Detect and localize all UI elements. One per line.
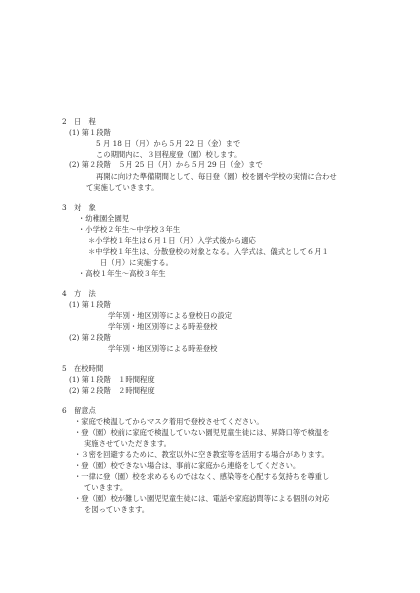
section-3-bullet-high-school: ・高校１年生～高校３年生: [78, 269, 166, 278]
section-6-note-individual-support: ・登（園）校が難しい園児児童生徒には、電話や家庭訪問等による個別の対応: [74, 494, 330, 503]
section-2-phase2-detail-cont: て実施していきます。: [86, 183, 159, 192]
section-2-phase1-title: (1) 第１段階: [69, 128, 111, 137]
section-6-note-individual-support-cont: を図っていきます。: [84, 505, 150, 514]
section-3-note-junior-high-cont: 日（月）に実施する。: [100, 258, 173, 267]
section-6-note-absence: ・登（園）校できない場合は、事前に家庭から連絡をしてください。: [74, 461, 301, 470]
section-3-bullet-kindergarten: ・幼稚園全園児: [78, 214, 130, 223]
section-4-phase1-method1: 学年別・地区別等による登校日の設定: [108, 311, 233, 320]
section-4-phase1-title: (1) 第１段階: [69, 300, 111, 309]
section-4-heading: 4 方 法: [62, 289, 96, 298]
section-5-heading: 5 在校時間: [62, 364, 104, 373]
section-4-phase1-method2: 学年別・地区別等による時差登校: [108, 322, 218, 331]
section-5-phase1-hours: (1) 第１段階 １時間程度: [69, 375, 155, 384]
section-3-note-junior-high: ＊中学校１年生は、分散登校の対象となる。入学式は、儀式として６月１: [88, 247, 329, 256]
section-6-heading: 6 留意点: [62, 406, 96, 415]
section-2-phase1-dates: 5 月 18 日（月）から５月 22 日（金）まで: [96, 139, 241, 148]
section-4-phase2-title: (2) 第２段階: [69, 333, 111, 342]
section-6-note-voluntary: ・一律に登（園）校を求めるものではなく、感染等を心配する気持ちを尊重し: [74, 472, 330, 481]
section-2-phase1-detail: この期間内に、３回程度登（園）校します。: [96, 150, 242, 159]
section-3-note-grade1: ＊小学校１年生は６月１日（月）入学式後から適応: [88, 236, 256, 245]
section-6-note-mask: ・家庭で検温してからマスク着用で登校させてください。: [74, 417, 264, 426]
section-5-phase2-hours: (2) 第２段階 ２時間程度: [69, 386, 155, 395]
section-4-phase2-method1: 学年別・地区別等による時差登校: [108, 344, 218, 353]
section-2-phase2-detail: 再開に向けた準備期間として、毎日登（園）校を園や学校の実情に合わせ: [96, 172, 337, 181]
section-6-note-temperature-cont: 実施させていただきます。: [84, 439, 171, 448]
section-3-bullet-elementary: ・小学校２年生～中学校３年生: [78, 225, 181, 234]
section-2-phase2-title: (2) 第２段階 ５月 25 日（月）から５月 29 日（金）まで: [69, 160, 263, 169]
section-2-heading: 2 日 程: [62, 117, 96, 126]
section-3-heading: 3 対 象: [62, 203, 96, 212]
section-6-note-voluntary-cont: ていきます。: [84, 483, 128, 492]
section-6-note-temperature: ・登（園）校前に家庭で検温していない園児児童生徒には、昇降口等で検温を: [74, 428, 330, 437]
section-6-note-three-cs: ・３密を回避するために、教室以外に空き教室等を活用する場合があります。: [74, 450, 329, 459]
